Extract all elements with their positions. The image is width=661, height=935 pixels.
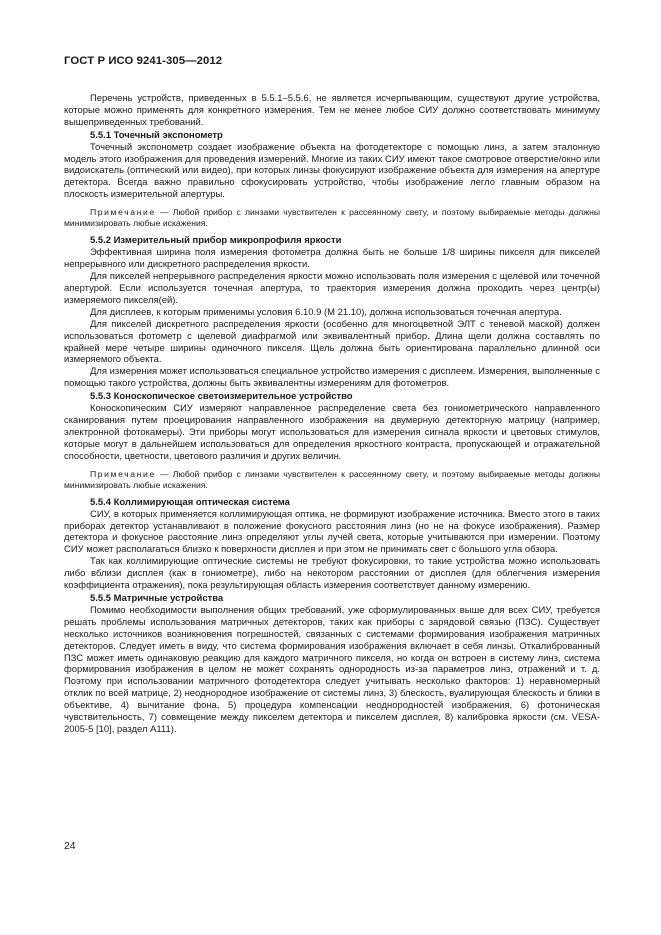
section-5-5-1-note — [64, 207, 600, 229]
intro-paragraph: Перечень устройств, приведенных в 5.5.1–5.5.6, не является исчерпывающим, существуют другие устройства, которые можно применять для конкретного измерения. Тем не менее любое СИУ должно соответствовать минимуму вышеприведенных требований. — [64, 93, 600, 128]
page-number: 24 — [64, 841, 76, 852]
section-5-5-2-paragraph: Эффективная ширина поля измерения фотометра должна быть не больше 1/8 ширины пикселя для пикселей непрерывного или дискретного распределения яркости. — [64, 247, 600, 271]
section-5-5-2-paragraph: Для измерения может использоваться специальное устройство измерения с дисплеем. Измерения, выполненные с помощью такого устройства, должны быть эквивалентны измерениям для фотометров. — [64, 366, 600, 390]
note-label: Примечание — [90, 468, 156, 479]
section-5-5-4-paragraph: СИУ, в которых применяется коллимирующая оптика, не формируют изображение источника. Вместо этого в таких приборах детектор устанавливают в положение фокусного расстояния линз (но не на фокусе изображения). Размер детектора и фокусное расстояние линз определяют углы лучей света, которые учитываются при измерении. Поэтому СИУ может располагаться близко к поверхности дисплея и при этом не принимать свет с большого угла обзора. — [64, 508, 600, 556]
section-5-5-1-paragraph: Точечный экспонометр создает изображение объекта на фотодетекторе с помощью линз, а затем эталонную модель этого изображения для проведения измерений. Многие из таких СИУ имеют такое смотровое отверстие/окно или видоискатель (оптический или видео), при которых линзы фокусируют изображение объекта для измерения на апертуре детектора. Всегда важно правильно сфокусировать устройство, чтобы изображение легло главным образом на плоскость измерительной апертуры. — [64, 141, 600, 201]
section-5-5-3-paragraph: Коноскопическим СИУ измеряют направленное распределение света без гониометрического направленного сканирования путем проецирования направленного изображения на двумерную детекторную матрицу (например, электронной фотокамеры). Эти приборы могут использоваться для измерения сигнала яркости и цветовых стимулов, которые могут в дальнейшем использоваться для определения яркостного контраста, пропускающей и отражательной способности, цветности, цветового различия и других величин. — [64, 403, 600, 462]
section-5-5-3-heading: 5.5.3 Коноскопическое светоизмерительное устройство — [90, 391, 353, 403]
section-5-5-2-paragraph: Для пикселей непрерывного распределения яркости можно использовать поля измерения с щелевой или точечной апертурой. Если используется точечная апертура, то траектория измерения должна проходить через центр(ы) измеряемого пикселя(ей). — [64, 271, 600, 306]
section-5-5-4-paragraph: Так как коллимирующие оптические системы не требуют фокусировки, то такие устройства можно использовать либо вблизи дисплея (как в гониометре), либо на некотором расстоянии от дисплея (для облегчения измерения коэффициента отражения), пока результирующая область измерения соответствует данному измерению. — [64, 556, 600, 592]
section-5-5-5-heading: 5.5.5 Матричные устройства — [90, 593, 224, 604]
document-header: ГОСТ Р ИСО 9241-305—2012 — [64, 55, 223, 67]
note-label: Примечание — [90, 207, 156, 218]
section-5-5-5-paragraph: Помимо необходимости выполнения общих требований, уже сформулированных выше для всех СИУ, требуется решать проблемы использования матричных детекторов, таких как приборы с зарядовой связью (ПЗС). Существует несколько источников возникновения погрешностей, связанных с системами формирования изображения матричных детекторов. Следует иметь в виду, что система формирования изображения включает в себя линзы. Откалиброванный ПЗС может иметь одинаковую реакцию для каждого матричного пикселя, но когда он встроен в систему линз, система формирования изображения в целом не может сохранять однородность из-за параметров линз, отражений и т. д. Поэтому при использовании матричного фотодетектора следует учитывать несколько факторов: 1) неравномерный отклик по всей матрице, 2) неоднородное изображение от системы линз, 3) блескость, вуалирующая блескость и блики в объективе, 4) вычитание фона, 5) процедура компенсации неоднородностей изображения, 6) фотоническая чувствительность, 7) совмещение между пикселем детектора и пикселем дисплея, 8) калибровка яркости (см. VESA-2005-5 [10], раздел A111). — [64, 604, 600, 735]
section-5-5-2-heading: 5.5.2 Измерительный прибор микропрофиля яркости — [90, 235, 342, 247]
note-text: — Любой прибор с линзами чувствителен к рассеянному свету, и поэтому выбираемые методы должны минимизировать любые искажения. — [64, 207, 600, 229]
section-5-5-2-paragraph: Для дисплеев, к которым применимы условия 6.10.9 (M 21.10), должна использоваться точечная апертура. — [90, 306, 562, 318]
section-5-5-2-paragraph: Для пикселей дискретного распределения яркости (особенно для многоцветной ЭЛТ с теневой маской) должен использоваться фотометр с щелевой диафрагмой или эквивалентный прибор. Длина щели должна составлять по крайней мере четыре ширины одиночного пикселя. Щель должна быть ориентирована параллельно длинной оси измеряемого объекта. — [64, 318, 600, 366]
section-5-5-4-heading: 5.5.4 Коллимирующая оптическая система — [90, 496, 290, 508]
section-5-5-3-note — [64, 469, 600, 491]
section-5-5-1-heading: 5.5.1 Точечный экспонометр — [90, 129, 223, 141]
document-body — [64, 93, 600, 736]
note-text: — Любой прибор с линзами чувствителен к рассеянному свету, и поэтому выбираемые методы должны минимизировать любые искажения. — [64, 468, 600, 490]
